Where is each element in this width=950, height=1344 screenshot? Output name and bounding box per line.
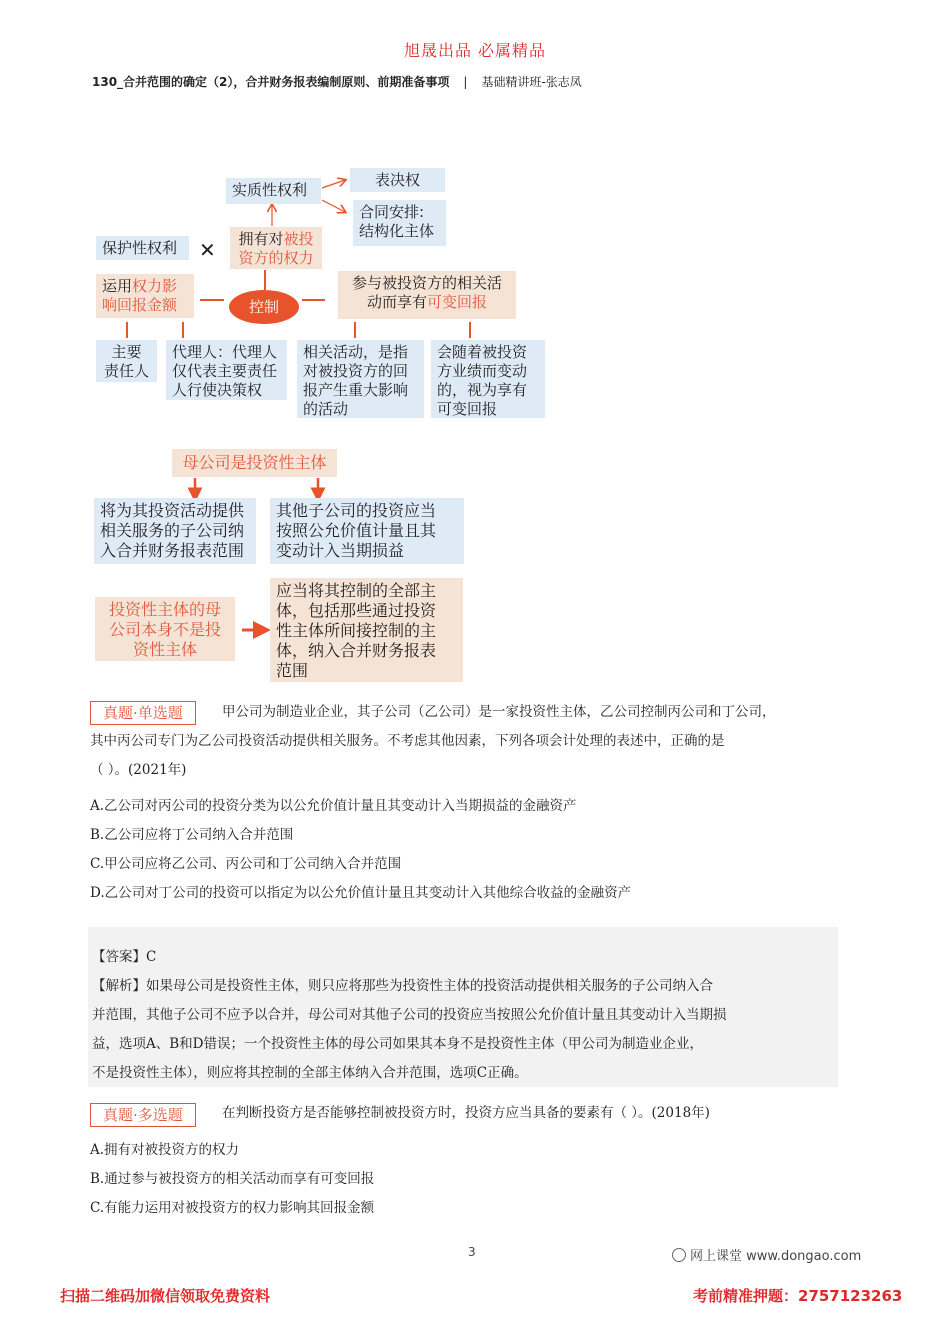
consolidate-all-controlled-box xyxy=(270,578,463,682)
agent-text: 代理人：代理人 xyxy=(172,343,278,361)
header-separator: | xyxy=(463,75,468,89)
agent-text: 仅代表主要责任 xyxy=(172,362,278,380)
option-c: C.甲公司应将乙公司、丙公司和丁公司纳入合并范围 xyxy=(90,856,402,872)
variable-text: 的，视为享有 xyxy=(437,381,528,399)
top-banner: 旭晟出品 必属精品 xyxy=(403,41,547,60)
fair-value-text: 其他子公司的投资应当 xyxy=(276,501,437,520)
promo-left: 扫描二维码加微信领取免费资料 xyxy=(60,1287,271,1305)
principal-text: 主要 xyxy=(111,343,142,361)
principal-box xyxy=(96,340,157,382)
use-power-text: 运用 xyxy=(102,277,133,295)
question-stem-line: 其中丙公司专门为乙公司投资活动提供相关服务。不考虑其他因素，下列各项会计处理的表述中，正确的是 xyxy=(90,733,725,749)
analysis-line: 并范围，其他子公司不应予以合并，母公司对其他子公司的投资应当按照公允价值计量且其变动计入当期损 xyxy=(92,1007,727,1023)
option-b: B.乙公司应将丁公司纳入合并范围 xyxy=(90,827,294,843)
agent-box xyxy=(166,340,287,400)
variable-text: 可变回报 xyxy=(437,400,498,418)
header-title: 130_合并范围的确定（2），合并财务报表编制原则、前期准备事项 xyxy=(92,75,450,89)
scope-text: 体，包括那些通过投资 xyxy=(276,601,437,620)
use-power-highlight: 权力影 xyxy=(132,277,178,295)
page-number: 3 xyxy=(468,1245,476,1259)
contract-line: 合同安排: xyxy=(359,203,425,221)
participate-highlight: 可变回报 xyxy=(427,293,488,311)
voting-rights-box: 表决权 xyxy=(350,168,445,192)
agent-text: 人行使决策权 xyxy=(172,381,263,399)
power-text: 拥有对 xyxy=(238,230,284,248)
participate-activities-box xyxy=(338,271,516,319)
site-text: 网上课堂 www.dongao.com xyxy=(690,1249,862,1264)
analysis-line: 益，选项A、B和D错误；一个投资性主体的母公司如果其本身不是投资性主体（甲公司为制造业企业， xyxy=(92,1036,703,1052)
question-stem-line: （ ）。(2021年) xyxy=(90,762,187,778)
consolidate-text: 相关服务的子公司纳 xyxy=(100,521,245,540)
scope-text: 体，纳入合并财务报表 xyxy=(276,641,437,660)
fair-value-text: 按照公允价值计量且其 xyxy=(276,521,437,540)
arrow-substantive-to-voting xyxy=(322,180,345,188)
relevant-text: 的活动 xyxy=(303,400,349,418)
participate-text: 参与被投资方的相关活 xyxy=(351,274,502,292)
parent-not-text: 投资性主体的母 xyxy=(108,600,221,619)
question-stem-line: 在判断投资方是否能够控制被投资方时，投资方应当具备的要素有（ ）。(2018年) xyxy=(222,1105,710,1121)
contract-line: 结构化主体 xyxy=(359,222,435,240)
cross-mark-icon: ✕ xyxy=(199,238,216,262)
question-type-tag: 真题·多选题 xyxy=(90,1103,196,1127)
scope-text: 性主体所间接控制的主 xyxy=(276,621,437,640)
scope-text: 应当将其控制的全部主 xyxy=(276,581,437,600)
variable-text: 方业绩而变动 xyxy=(437,362,528,380)
variable-text: 会随着被投资 xyxy=(437,343,528,361)
option-c: C.有能力运用对被投资方的权力影响其回报金额 xyxy=(90,1200,375,1216)
relevant-text: 对被投资方的回 xyxy=(303,362,409,380)
option-d: D.乙公司对丁公司的投资可以指定为以公允价值计量且其变动计入其他综合收益的金融资产 xyxy=(90,885,632,901)
variable-returns-box xyxy=(431,340,545,418)
protective-rights-box: 保护性权利 xyxy=(96,236,189,260)
power-over-investee-box xyxy=(230,227,322,269)
power-text-highlight: 资方的权力 xyxy=(238,249,314,267)
question-stem-line: 甲公司为制造业企业，其子公司（乙公司）是一家投资性主体，乙公司控制丙公司和丁公司， xyxy=(222,704,776,720)
principal-text: 责任人 xyxy=(103,362,149,380)
parent-not-text: 资性主体 xyxy=(132,640,197,659)
contract-arrangement-box xyxy=(353,200,446,246)
power-text-highlight: 被投 xyxy=(283,230,314,248)
header-course: 基础精讲班-张志凤 xyxy=(481,75,582,89)
answer-text: 【答案】C xyxy=(92,949,157,965)
consolidate-text: 将为其投资活动提供 xyxy=(100,501,245,520)
participate-text: 动而享有 xyxy=(366,293,427,311)
control-ellipse: 控制 xyxy=(229,290,299,324)
parent-not-investment-entity-box xyxy=(95,597,235,661)
option-a: A.乙公司对丙公司的投资分类为以公允价值计量且其变动计入当期损益的金融资产 xyxy=(90,798,577,814)
arrow-substantive-to-contract xyxy=(322,200,345,212)
relevant-text: 相关活动，是指 xyxy=(303,343,409,361)
fair-value-other-subsidiaries-box xyxy=(270,498,464,564)
fair-value-text: 变动计入当期损益 xyxy=(276,541,405,560)
option-b: B.通过参与被投资方的相关活动而享有可变回报 xyxy=(90,1171,375,1187)
relevant-activities-box xyxy=(297,340,424,418)
consolidate-text: 入合并财务报表范围 xyxy=(100,541,245,560)
globe-icon xyxy=(672,1248,686,1262)
use-power-highlight: 响回报金额 xyxy=(102,296,178,314)
scope-text: 范围 xyxy=(276,661,309,680)
option-a: A.拥有对被投资方的权力 xyxy=(90,1142,240,1158)
site-footer[interactable] xyxy=(672,1245,861,1264)
use-power-box xyxy=(96,274,194,318)
analysis-line: 不是投资性主体），则应将其控制的全部主体纳入合并范围，选项C正确。 xyxy=(92,1065,528,1081)
consolidate-service-subsidiaries-box xyxy=(94,498,256,564)
relevant-text: 报产生重大影响 xyxy=(303,381,409,399)
parent-investment-entity-box: 母公司是投资性主体 xyxy=(172,449,337,477)
question-type-tag: 真题·单选题 xyxy=(90,701,196,725)
parent-not-text: 公司本身不是投 xyxy=(108,620,221,639)
promo-right: 考前精准押题：2757123263 xyxy=(693,1287,903,1305)
analysis-line: 【解析】如果母公司是投资性主体，则只应将那些为投资性主体的投资活动提供相关服务的子公司纳入合 xyxy=(92,978,713,994)
substantive-rights-box: 实质性权利 xyxy=(226,178,321,204)
